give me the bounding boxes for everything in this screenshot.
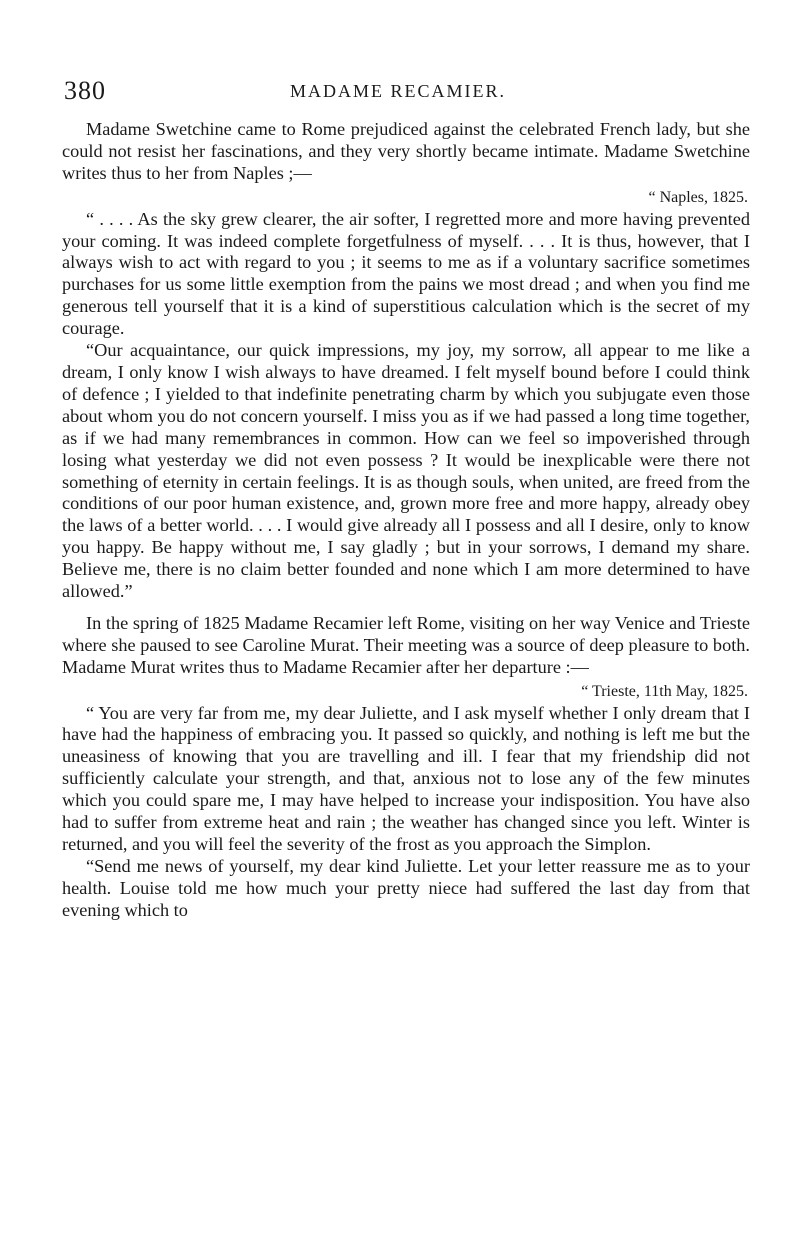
letter-murat-paragraph-2: “Send me news of yourself, my dear kind Juliette. Let your letter reassure me as to your health. Louise told me how much your pretty niece had suffered the last day from that evening which to — [62, 855, 750, 920]
running-head: MADAME RECAMIER. — [290, 81, 507, 101]
paragraph-narrative: In the spring of 1825 Madame Recamier left Rome, visiting on her way Venice and Trieste where she paused to see Caroline Murat. Their meeting was a source of deep pleasure to both. Madame Murat writes thus to Madame Recamier after her departure :— — [62, 612, 750, 677]
letter-swetchine-paragraph-2: “Our acquaintance, our quick impressions, my joy, my sorrow, all appear to me like a dream, I only know I wish always to have dreamed. I felt myself bound before I could think of defence ; I yielded to that indefinite penetrating charm by which you subjugate even those about whom you do not concern yourself. I miss you as if we had passed a long time together, as if we had many remembrances in common. How can we feel so impoverished through losing what yesterday we did not even possess ? It would be inexplicable were there not something of eternity in certain feelings. It is as though souls, when united, are freed from the conditions of our poor human existence, and, grown more free and more happy, already obey the laws of a better world. . . . I would give already all I possess and all I desire, only to know you happy. Be happy without me, I say gladly ; but in your sorrows, I demand my share. Believe me, there is no claim better founded and none which I am more determined to have allowed.” — [62, 340, 750, 602]
paragraph-gap — [62, 603, 750, 613]
page-header — [64, 76, 754, 106]
paragraph-intro: Madame Swetchine came to Rome prejudiced against the celebrated French lady, but she could not resist her fascinations, and they very shortly became intimate. Madame Swetchine writes thus to her from Naples ;— — [62, 119, 750, 183]
dateline-trieste: “ Trieste, 11th May, 1825. — [581, 682, 748, 700]
dateline-naples: “ Naples, 1825. — [648, 188, 748, 206]
letter-murat-paragraph-1: “ You are very far from me, my dear Juliette, and I ask myself whether I only dream that I have had the happiness of embracing you. It passed so quickly, and nothing is left me but the uneasiness of knowing that you are travelling and ill. I fear that my friendship did not sufficiently calculate your strength, and that, anxious not to lose any of the few minutes which you could spare me, I may have helped to increase your indisposition. You have also had to suffer from extreme heat and rain ; the weather has changed since you left. Winter is returned, and you will feel the severity of the frost as you approach the Simplon. — [62, 702, 750, 854]
letter-swetchine-paragraph-1: “ . . . . As the sky grew clearer, the air softer, I regretted more and more having prevented your coming. It was indeed complete forgetfulness of myself. . . . It is thus, however, that I always wish to act with regard to you ; it seems to me as if a voluntary sacrifice sometimes purchases for us some little exemption from the pains we most dread ; and when you find me generous tell yourself that it is a kind of superstitious calculation which is the secret of my courage. — [62, 208, 750, 339]
page-number: 380 — [64, 76, 106, 105]
page-body — [62, 119, 750, 922]
